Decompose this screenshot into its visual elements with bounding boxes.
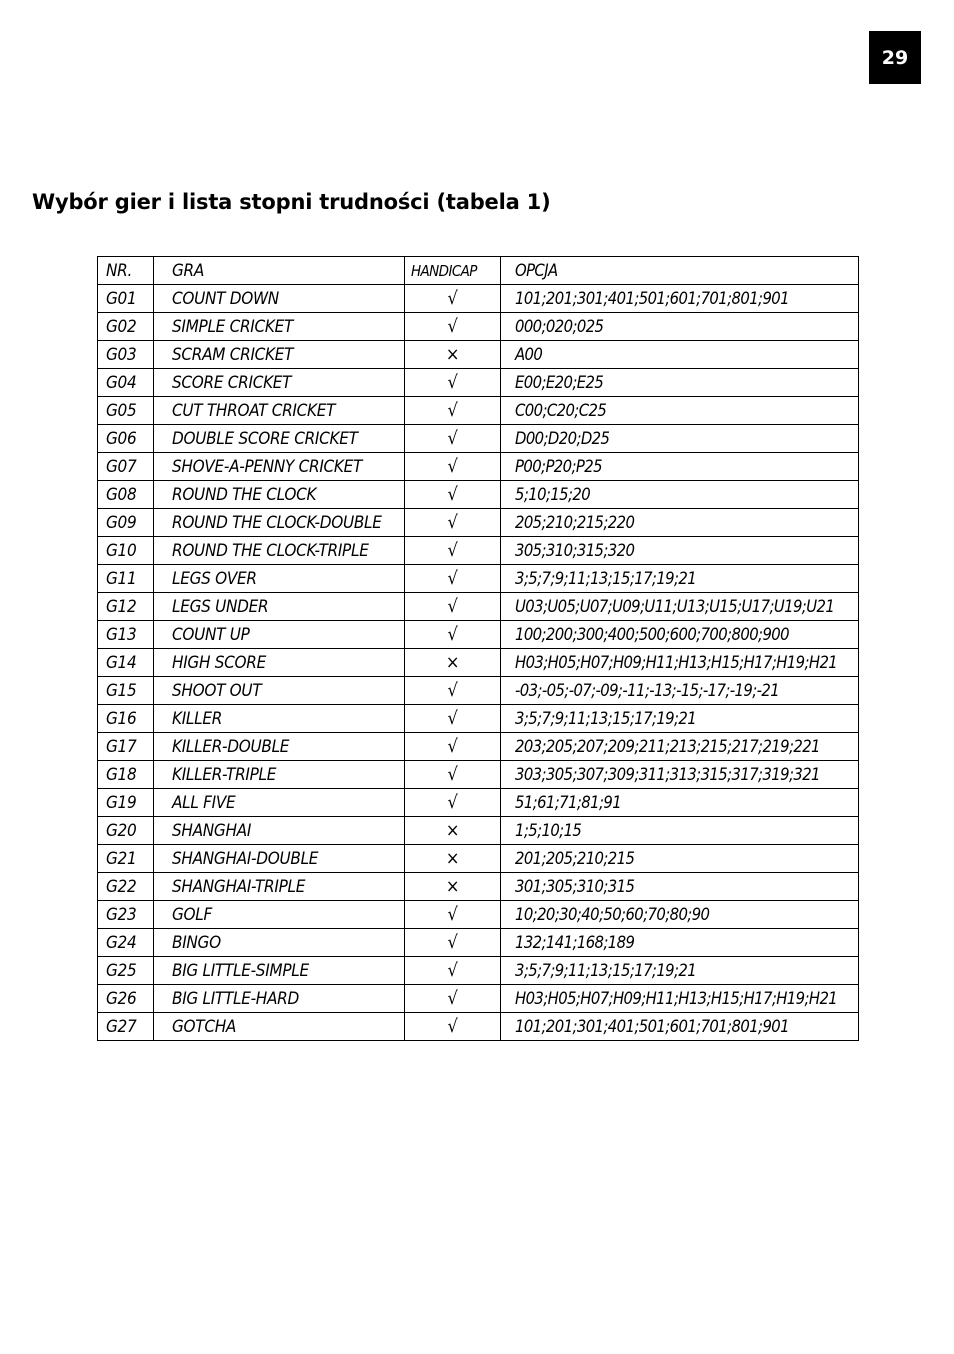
game-name-cell: BINGO (154, 929, 405, 957)
handicap-cell: √ (405, 593, 501, 621)
header-gra: GRA (154, 257, 405, 285)
game-number-cell: G26 (98, 985, 154, 1013)
options-cell: 51;61;71;81;91 (501, 789, 859, 817)
handicap-cell: √ (405, 565, 501, 593)
table-row (98, 397, 859, 425)
game-number-cell: G24 (98, 929, 154, 957)
options-cell: 305;310;315;320 (501, 537, 859, 565)
handicap-cell: √ (405, 733, 501, 761)
options-cell: 132;141;168;189 (501, 929, 859, 957)
game-name-cell: SCRAM CRICKET (154, 341, 405, 369)
options-cell: 1;5;10;15 (501, 817, 859, 845)
table-row (98, 929, 859, 957)
game-number-cell: G14 (98, 649, 154, 677)
game-number-cell: G05 (98, 397, 154, 425)
game-number-cell: G08 (98, 481, 154, 509)
game-name-cell: ROUND THE CLOCK (154, 481, 405, 509)
handicap-cell: √ (405, 957, 501, 985)
handicap-cell: √ (405, 985, 501, 1013)
handicap-cell: √ (405, 537, 501, 565)
game-name-cell: SHOVE-A-PENNY CRICKET (154, 453, 405, 481)
game-name-cell: ROUND THE CLOCK-DOUBLE (154, 509, 405, 537)
options-cell: 101;201;301;401;501;601;701;801;901 (501, 285, 859, 313)
table-row (98, 425, 859, 453)
table-row (98, 453, 859, 481)
game-name-cell: SHANGHAI-TRIPLE (154, 873, 405, 901)
game-number-cell: G09 (98, 509, 154, 537)
options-cell: E00;E20;E25 (501, 369, 859, 397)
options-cell: 101;201;301;401;501;601;701;801;901 (501, 1013, 859, 1041)
game-name-cell: GOLF (154, 901, 405, 929)
handicap-cell: √ (405, 313, 501, 341)
game-number-cell: G17 (98, 733, 154, 761)
game-name-cell: KILLER (154, 705, 405, 733)
table-row (98, 873, 859, 901)
handicap-cell: √ (405, 453, 501, 481)
game-number-cell: G19 (98, 789, 154, 817)
options-cell: 201;205;210;215 (501, 845, 859, 873)
table-row (98, 761, 859, 789)
handicap-cell: √ (405, 677, 501, 705)
handicap-cell: × (405, 845, 501, 873)
game-name-cell: SHANGHAI-DOUBLE (154, 845, 405, 873)
handicap-cell: √ (405, 789, 501, 817)
table-row (98, 509, 859, 537)
game-name-cell: LEGS UNDER (154, 593, 405, 621)
game-number-cell: G25 (98, 957, 154, 985)
game-name-cell: SHANGHAI (154, 817, 405, 845)
game-number-cell: G23 (98, 901, 154, 929)
game-name-cell: LEGS OVER (154, 565, 405, 593)
handicap-cell: √ (405, 425, 501, 453)
page-title: Wybór gier i lista stopni trudności (tabela 1) (32, 190, 551, 214)
handicap-cell: √ (405, 705, 501, 733)
handicap-cell: × (405, 341, 501, 369)
game-number-cell: G18 (98, 761, 154, 789)
game-number-cell: G15 (98, 677, 154, 705)
options-cell: 203;205;207;209;211;213;215;217;219;221 (501, 733, 859, 761)
options-cell: -03;-05;-07;-09;-11;-13;-15;-17;-19;-21 (501, 677, 859, 705)
table-row (98, 733, 859, 761)
handicap-cell: √ (405, 285, 501, 313)
table-row (98, 313, 859, 341)
game-number-cell: G10 (98, 537, 154, 565)
table-row (98, 621, 859, 649)
table-row (98, 901, 859, 929)
options-cell: H03;H05;H07;H09;H11;H13;H15;H17;H19;H21 (501, 649, 859, 677)
handicap-cell: √ (405, 761, 501, 789)
options-cell: 3;5;7;9;11;13;15;17;19;21 (501, 705, 859, 733)
page-number-badge: 29 (869, 31, 921, 84)
options-cell: A00 (501, 341, 859, 369)
table-row (98, 985, 859, 1013)
game-number-cell: G01 (98, 285, 154, 313)
options-cell: 5;10;15;20 (501, 481, 859, 509)
game-number-cell: G27 (98, 1013, 154, 1041)
game-name-cell: COUNT UP (154, 621, 405, 649)
options-cell: U03;U05;U07;U09;U11;U13;U15;U17;U19;U21 (501, 593, 859, 621)
table-row (98, 593, 859, 621)
options-cell: 3;5;7;9;11;13;15;17;19;21 (501, 565, 859, 593)
table-row (98, 649, 859, 677)
options-cell: 301;305;310;315 (501, 873, 859, 901)
game-name-cell: DOUBLE SCORE CRICKET (154, 425, 405, 453)
game-number-cell: G11 (98, 565, 154, 593)
handicap-cell: √ (405, 369, 501, 397)
game-name-cell: KILLER-TRIPLE (154, 761, 405, 789)
options-cell: D00;D20;D25 (501, 425, 859, 453)
handicap-cell: √ (405, 929, 501, 957)
table-row (98, 789, 859, 817)
options-cell: 000;020;025 (501, 313, 859, 341)
game-number-cell: G22 (98, 873, 154, 901)
game-number-cell: G20 (98, 817, 154, 845)
handicap-cell: × (405, 649, 501, 677)
table-header-row (98, 257, 859, 285)
games-table (97, 256, 859, 1041)
options-cell: 10;20;30;40;50;60;70;80;90 (501, 901, 859, 929)
handicap-cell: √ (405, 1013, 501, 1041)
options-cell: H03;H05;H07;H09;H11;H13;H15;H17;H19;H21 (501, 985, 859, 1013)
game-number-cell: G21 (98, 845, 154, 873)
options-cell: 3;5;7;9;11;13;15;17;19;21 (501, 957, 859, 985)
table-row (98, 957, 859, 985)
options-cell: P00;P20;P25 (501, 453, 859, 481)
handicap-cell: √ (405, 509, 501, 537)
table-row (98, 481, 859, 509)
handicap-cell: √ (405, 621, 501, 649)
handicap-cell: × (405, 817, 501, 845)
options-cell: C00;C20;C25 (501, 397, 859, 425)
game-name-cell: HIGH SCORE (154, 649, 405, 677)
table-row (98, 285, 859, 313)
table-row (98, 705, 859, 733)
options-cell: 100;200;300;400;500;600;700;800;900 (501, 621, 859, 649)
game-name-cell: SCORE CRICKET (154, 369, 405, 397)
header-nr: NR. (98, 257, 154, 285)
game-number-cell: G13 (98, 621, 154, 649)
table-row (98, 677, 859, 705)
game-number-cell: G03 (98, 341, 154, 369)
header-handicap: HANDICAP (405, 257, 501, 285)
game-name-cell: SIMPLE CRICKET (154, 313, 405, 341)
table-row (98, 341, 859, 369)
options-cell: 303;305;307;309;311;313;315;317;319;321 (501, 761, 859, 789)
game-number-cell: G04 (98, 369, 154, 397)
table-row (98, 565, 859, 593)
game-name-cell: BIG LITTLE-SIMPLE (154, 957, 405, 985)
game-name-cell: KILLER-DOUBLE (154, 733, 405, 761)
game-name-cell: COUNT DOWN (154, 285, 405, 313)
handicap-cell: × (405, 873, 501, 901)
handicap-cell: √ (405, 901, 501, 929)
table-row (98, 817, 859, 845)
handicap-cell: √ (405, 481, 501, 509)
game-name-cell: GOTCHA (154, 1013, 405, 1041)
game-name-cell: ALL FIVE (154, 789, 405, 817)
game-name-cell: BIG LITTLE-HARD (154, 985, 405, 1013)
table-row (98, 1013, 859, 1041)
game-number-cell: G07 (98, 453, 154, 481)
header-opcja: OPCJA (501, 257, 859, 285)
game-number-cell: G06 (98, 425, 154, 453)
game-number-cell: G16 (98, 705, 154, 733)
table-row (98, 845, 859, 873)
game-name-cell: ROUND THE CLOCK-TRIPLE (154, 537, 405, 565)
game-name-cell: CUT THROAT CRICKET (154, 397, 405, 425)
handicap-cell: √ (405, 397, 501, 425)
game-number-cell: G02 (98, 313, 154, 341)
options-cell: 205;210;215;220 (501, 509, 859, 537)
table-row (98, 537, 859, 565)
game-name-cell: SHOOT OUT (154, 677, 405, 705)
table-row (98, 369, 859, 397)
game-number-cell: G12 (98, 593, 154, 621)
